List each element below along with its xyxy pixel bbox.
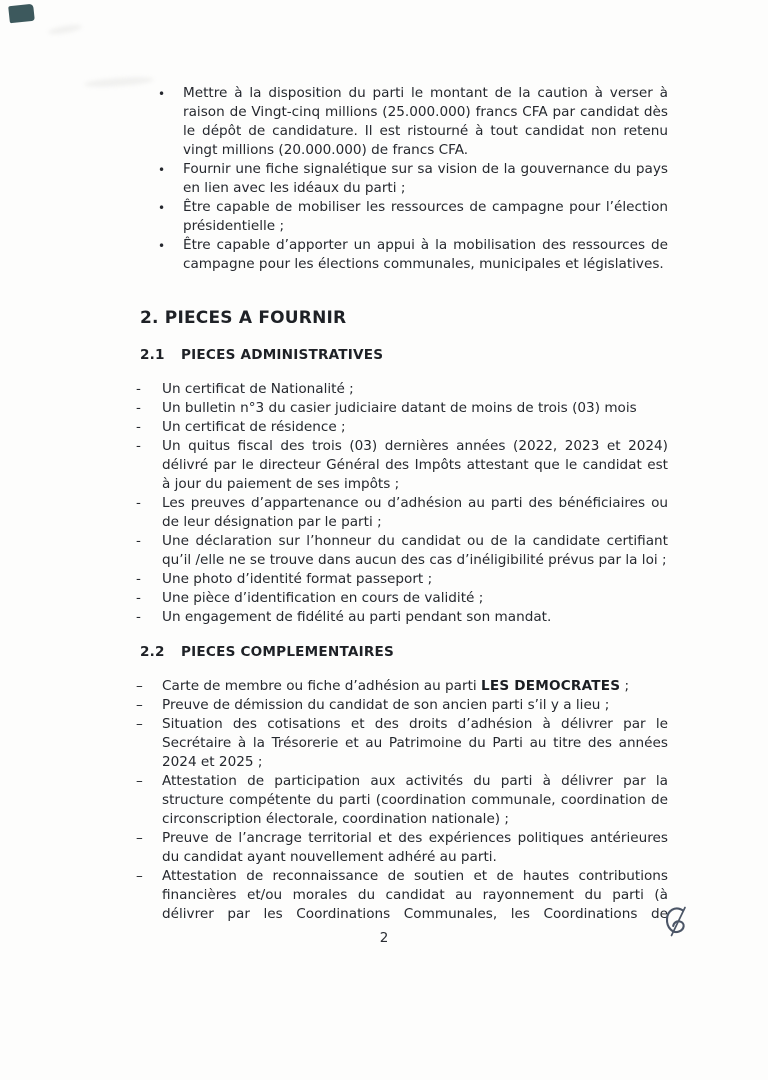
administrative-pieces-list [136, 380, 668, 627]
item-text-prefix: Carte de membre ou fiche d’adhésion au parti [162, 678, 482, 694]
corner-scan-mark [8, 4, 35, 24]
list-item [136, 589, 668, 608]
bullet-icon: • [158, 163, 166, 177]
item-text-suffix: ; [620, 678, 630, 694]
list-item-text: Une déclaration sur l’honneur du candidat ou de la candidate certifiant qu’il /elle ne se trouve dans aucun des cas d’inéligibilité prévus par la loi ; [162, 533, 668, 568]
list-item-text: Preuve de démission du candidat de son ancien parti s’il y a lieu ; [162, 697, 610, 713]
list-item-text: Situation des cotisations et des droits d’adhésion à délivrer par le Secrétaire à la Trésorerie et au Patrimoine du Parti au titre des années 2024 et 2025 ; [162, 716, 668, 770]
subsection-heading-complementaires [140, 643, 668, 662]
complementary-pieces-list [136, 677, 668, 924]
dash-icon: – [136, 716, 143, 732]
subsection-heading-administratives [140, 346, 668, 365]
list-item-text: Une photo d’identité format passeport ; [162, 571, 433, 587]
list-item-text: Un certificat de résidence ; [162, 419, 346, 435]
bullet-icon: • [158, 87, 166, 101]
subsection-title: PIECES ADMINISTRATIVES [181, 347, 384, 363]
list-item [136, 867, 668, 924]
list-item [136, 677, 668, 696]
list-item-text: Fournir une fiche signalétique sur sa vision de la gouvernance du pays en lien avec les idéaux du parti ; [183, 161, 668, 196]
dash-icon: - [136, 571, 141, 587]
dash-icon: – [136, 697, 143, 713]
list-item-text: Attestation de reconnaissance de soutien et de hautes contributions financières et/ou morales du candidat au rayonnement du parti (à délivrer par les Coordinations Communales, les Coordinations de [162, 868, 668, 922]
dash-icon: – [136, 868, 143, 884]
list-item-text: Preuve de l’ancrage territorial et des expériences politiques antérieures du candidat ayant nouvellement adhéré au parti. [162, 830, 668, 865]
dash-icon: - [136, 419, 141, 435]
dash-icon: - [136, 609, 141, 625]
bullet-icon: • [158, 239, 166, 253]
party-name-bold: LES DEMOCRATES [481, 678, 621, 694]
list-item [136, 829, 668, 867]
dash-icon: - [136, 381, 141, 397]
list-item [158, 236, 668, 274]
list-item [136, 399, 668, 418]
dash-icon: – [136, 773, 143, 789]
list-item-text: Un engagement de fidélité au parti pendant son mandat. [162, 609, 552, 625]
list-item [136, 494, 668, 532]
list-item-text: Une pièce d’identification en cours de validité ; [162, 590, 484, 606]
dash-icon: - [136, 590, 141, 606]
list-item [136, 437, 668, 494]
list-item [136, 532, 668, 570]
intro-bullet-list [158, 84, 668, 274]
page-number: 2 [379, 930, 389, 946]
dash-icon: - [136, 438, 141, 454]
bullet-icon: • [158, 201, 166, 215]
section-heading: 2. PIECES A FOURNIR [140, 308, 347, 328]
list-item-text: Un quitus fiscal des trois (03) dernières années (2022, 2023 et 2024) délivré par le directeur Général des Impôts attestant que le candidat est à jour du paiement de ses impôts ; [162, 438, 668, 492]
list-item [136, 380, 668, 399]
list-item-text: Mettre à la disposition du parti le montant de la caution à verser à raison de Vingt-cinq millions (25.000.000) francs CFA par candidat dès le dépôt de candidature. Il est ristourné à tout candidat non retenu vingt millions (20.000.000) de francs CFA. [183, 85, 668, 158]
dash-icon: - [136, 533, 141, 549]
list-item [136, 418, 668, 437]
list-item [136, 696, 668, 715]
subsection-number: 2.1 [140, 347, 165, 363]
list-item-text: Être capable de mobiliser les ressources de campagne pour l’élection présidentielle ; [183, 199, 668, 234]
list-item [158, 198, 668, 236]
list-item [136, 772, 668, 829]
subsection-title: PIECES COMPLEMENTAIRES [181, 644, 394, 660]
list-item-text [162, 677, 668, 696]
list-item [158, 84, 668, 160]
subsection-number: 2.2 [140, 644, 165, 660]
dash-icon: – [136, 830, 143, 846]
scan-smudge [48, 23, 83, 36]
document-content [136, 84, 668, 924]
list-item [136, 715, 668, 772]
dash-icon: - [136, 400, 141, 416]
list-item [136, 570, 668, 589]
list-item [158, 160, 668, 198]
list-item-text: Les preuves d’appartenance ou d’adhésion au parti des bénéficiaires ou de leur désignation par le parti ; [162, 495, 668, 530]
dash-icon: – [136, 678, 143, 694]
list-item-text: Attestation de participation aux activités du parti à délivrer par la structure compétente du parti (coordination communale, coordination de circonscription électorale, coordination nationale) ; [162, 773, 668, 827]
dash-icon: - [136, 495, 141, 511]
list-item [136, 608, 668, 627]
list-item-text: Un bulletin n°3 du casier judiciaire datant de moins de trois (03) mois [162, 400, 637, 416]
list-item-text: Un certificat de Nationalité ; [162, 381, 354, 397]
list-item-text: Être capable d’apporter un appui à la mobilisation des ressources de campagne pour les élections communales, municipales et législatives. [183, 237, 668, 272]
